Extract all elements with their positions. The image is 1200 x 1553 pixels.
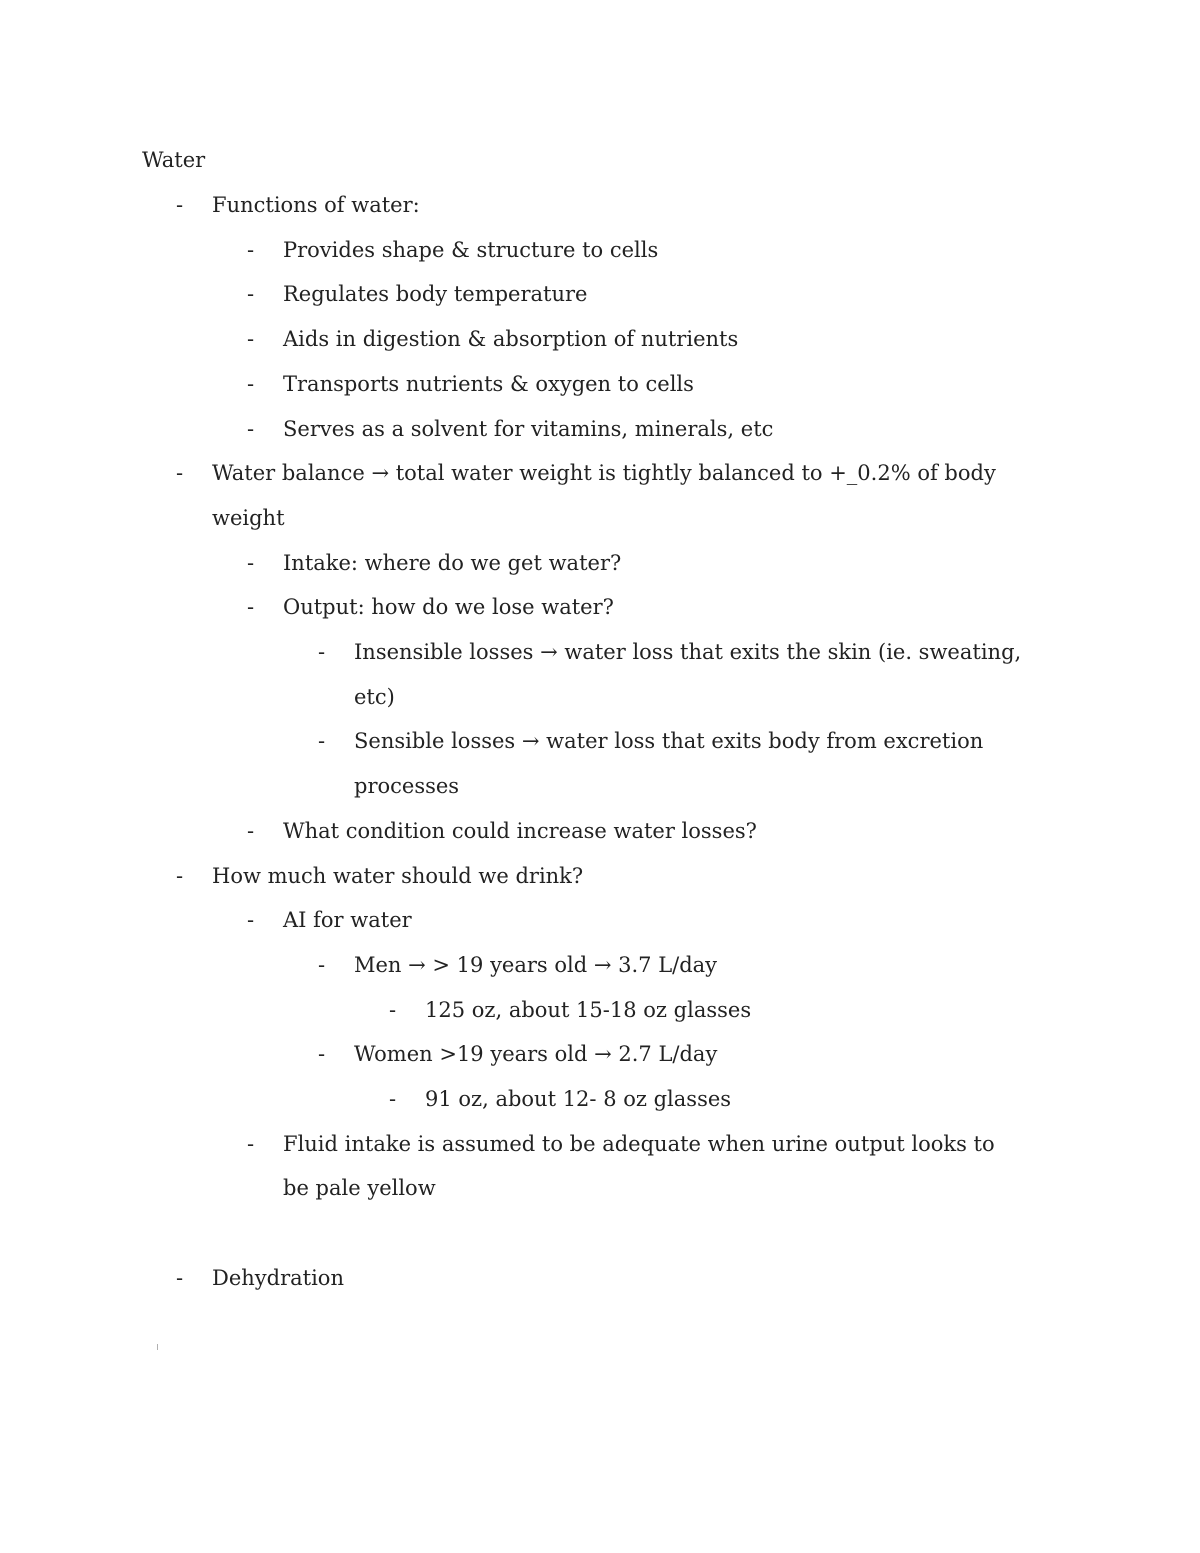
list-item-continuation: processes — [354, 774, 460, 799]
bullet-dash: - — [247, 327, 255, 352]
list-item-text: Sensible losses → water loss that exits body from excretion — [354, 729, 984, 754]
bullet-dash: - — [247, 371, 255, 396]
list-item-continuation: etc) — [354, 684, 395, 709]
bullet-dash: - — [389, 1087, 397, 1111]
list-item-text: Transports nutrients & oxygen to cells — [283, 371, 694, 396]
document-title: Water — [142, 148, 206, 172]
bullet-dash: - — [247, 1131, 255, 1156]
list-item-continuation: be pale yellow — [283, 1176, 436, 1201]
bullet-dash: - — [247, 282, 255, 307]
bullet-dash: - — [389, 997, 397, 1022]
bullet-dash: - — [176, 863, 184, 888]
stray-mark — [157, 1344, 158, 1350]
bullet-dash: - — [176, 1265, 184, 1290]
bullet-dash: - — [247, 550, 255, 575]
list-item-continuation: weight — [212, 505, 285, 530]
bullet-dash: - — [318, 729, 326, 754]
list-item-text: Functions of water: — [212, 193, 420, 217]
list-item-text: Serves as a solvent for vitamins, minerals, etc — [283, 416, 774, 441]
list-item-text: 91 oz, about 12- 8 oz glasses — [425, 1087, 732, 1111]
list-item-text: Dehydration — [212, 1265, 344, 1290]
bullet-dash: - — [318, 952, 326, 977]
list-item-text: Water balance → total water weight is tightly balanced to +_0.2% of body — [212, 461, 996, 486]
list-item-text: What condition could increase water losses? — [283, 818, 757, 843]
list-item-text: Intake: where do we get water? — [283, 550, 622, 575]
bullet-dash: - — [247, 595, 255, 620]
list-item-text: 125 oz, about 15-18 oz glasses — [425, 997, 752, 1022]
list-item-text: Output: how do we lose water? — [283, 595, 614, 620]
bullet-dash: - — [247, 416, 255, 441]
list-item-text: Aids in digestion & absorption of nutrients — [283, 327, 739, 352]
list-item-text: Regulates body temperature — [283, 282, 588, 307]
bullet-dash: - — [247, 908, 255, 933]
bullet-dash: - — [247, 237, 255, 262]
list-item-text: Women >19 years old → 2.7 L/day — [354, 1042, 718, 1067]
list-item-text: Fluid intake is assumed to be adequate when urine output looks to — [283, 1131, 995, 1156]
bullet-dash: - — [176, 193, 184, 217]
bullet-dash: - — [318, 1042, 326, 1067]
bullet-dash: - — [176, 461, 184, 486]
bullet-dash: - — [318, 640, 326, 664]
list-item-text: Men → > 19 years old → 3.7 L/day — [354, 952, 718, 977]
list-item-text: How much water should we drink? — [212, 863, 584, 888]
list-item-text: AI for water — [283, 908, 412, 933]
list-item-text: Insensible losses → water loss that exits the skin (ie. sweating, — [354, 640, 1022, 664]
list-item-text: Provides shape & structure to cells — [283, 237, 659, 262]
bullet-dash: - — [247, 818, 255, 843]
